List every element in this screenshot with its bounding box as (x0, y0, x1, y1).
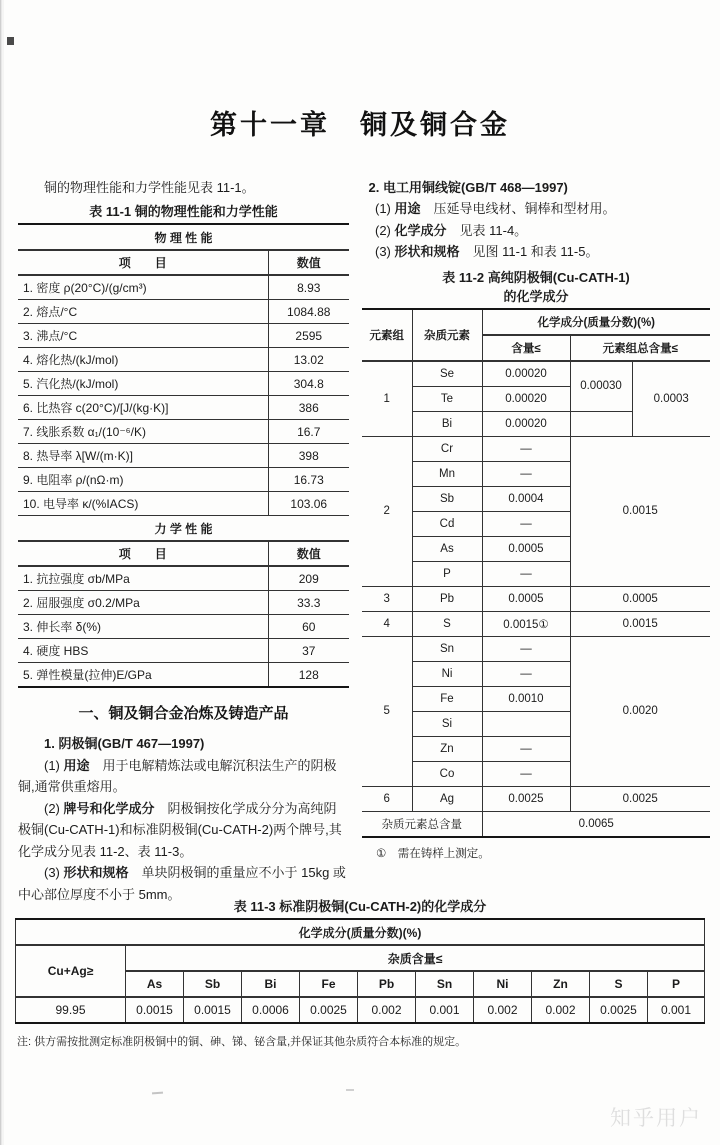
content-limit: 0.0005 (482, 586, 570, 611)
table-row (18, 324, 349, 348)
element-symbol: As (126, 971, 184, 997)
content-limit-header: 含量≤ (482, 335, 570, 361)
property-label: 2. 熔点/°C (18, 300, 268, 324)
term-label: 形状和规格 (63, 865, 129, 881)
value-column-header: 数值 (268, 541, 349, 566)
element-symbol: Se (412, 361, 482, 387)
limit-value: 0.002 (358, 997, 416, 1023)
paragraph-text: 单块阴极铜的重量应不小于 15kg 或中心部位厚度不小于 5mm。 (18, 865, 346, 902)
mechanical-section-row (18, 516, 349, 542)
property-label: 5. 汽化热/(kJ/mol) (18, 372, 268, 396)
section-1-heading: 一、铜及铜合金冶炼及铸造产品 (78, 705, 289, 723)
element-symbol: Bi (412, 411, 482, 436)
chapter-title: 第十一章 铜及铜合金 (210, 110, 510, 140)
left-column (18, 177, 349, 905)
group-total: 0.0020 (570, 636, 710, 786)
table-row (362, 786, 710, 811)
table-row (18, 348, 349, 372)
paragraph-text: 见表 11-4。 (446, 222, 528, 238)
content-limit: — (482, 761, 570, 786)
element-symbol: As (412, 536, 482, 561)
limit-value: 0.0006 (242, 997, 300, 1023)
item-column-header: 项 目 (18, 541, 268, 566)
table-11-2-caption-line2: 的化学成分 (503, 288, 569, 304)
property-label: 3. 伸长率 δ(%) (18, 615, 268, 639)
table-row (18, 420, 349, 444)
table-row (18, 492, 349, 516)
limit-value: 0.002 (474, 997, 532, 1023)
table-row (18, 444, 349, 468)
list-marker: (2) (375, 222, 395, 238)
element-symbol: Pb (358, 971, 416, 997)
property-label: 1. 密度 ρ(20°C)/(g/cm³) (18, 275, 268, 300)
mechanical-properties-header: 力 学 性 能 (18, 516, 349, 542)
chem-composition-header: 化学成分(质量分数)(%) (482, 309, 710, 335)
element-symbol: Ag (412, 786, 482, 811)
limit-value: 0.001 (648, 997, 705, 1023)
group-number: 2 (362, 436, 412, 586)
table-11-1 (18, 223, 349, 688)
scan-smudge (346, 1089, 354, 1091)
impurity-total-row (362, 811, 710, 837)
property-value: 398 (268, 444, 349, 468)
property-label: 4. 熔化热/(kJ/mol) (18, 348, 268, 372)
column-header-row (18, 541, 349, 566)
element-symbol: Cr (412, 436, 482, 461)
element-symbol: Zn (532, 971, 590, 997)
table-row (18, 275, 349, 300)
element-symbol: Bi (242, 971, 300, 997)
paragraph-text: 压延导电线材、铜棒和型材用。 (420, 201, 616, 217)
group-total: 0.0015 (570, 436, 710, 586)
content-limit: — (482, 636, 570, 661)
property-value: 103.06 (268, 492, 349, 516)
paragraph-text: 用于电解精炼法或电解沉积法生产的阴极铜,通常供重熔用。 (18, 757, 337, 795)
cu-ag-header: Cu+Ag≥ (16, 945, 126, 997)
intro-text: 铜的物理性能和力学性能见表 11-1。 (44, 180, 255, 195)
scan-ink-spot (7, 37, 14, 45)
content-limit: 0.00020 (482, 386, 570, 411)
limit-value: 0.0015 (126, 997, 184, 1023)
paragraph-shape (362, 241, 710, 262)
element-symbol: P (412, 561, 482, 586)
element-symbol: Cd (412, 511, 482, 536)
property-label: 8. 热导率 λ[W/(m·K)] (18, 444, 268, 468)
group-total: 0.0025 (570, 786, 710, 811)
group-number: 3 (362, 586, 412, 611)
element-symbol: Ni (412, 661, 482, 686)
content-limit: 0.00020 (482, 411, 570, 436)
property-label: 2. 屈服强度 σ0.2/MPa (18, 591, 268, 615)
value-column-header: 数值 (268, 250, 349, 275)
table-11-2-caption-line1: 表 11-2 高纯阴极铜(Cu-CATH-1) (442, 269, 630, 285)
element-symbol: S (412, 611, 482, 636)
element-symbol: S (590, 971, 648, 997)
content-limit: 0.0015① (482, 611, 570, 636)
table-11-2-footnote: ① 需在铸样上测定。 (376, 847, 490, 860)
group-total-header: 元素组总含量≤ (570, 335, 710, 361)
element-symbol: Ni (474, 971, 532, 997)
property-value: 13.02 (268, 348, 349, 372)
header-row (16, 945, 705, 971)
scan-edge-artifact (0, 0, 4, 1145)
table-row (362, 436, 710, 461)
table-row (18, 639, 349, 663)
paragraph-text: 阴极铜按化学成分分为高纯阴极铜(Cu-CATH-1)和标准阴极铜(Cu-CATH-2)两个牌号,其化学成分见表 11-2、表 11-3。 (18, 800, 342, 859)
element-symbol: Fe (300, 971, 358, 997)
limit-value: 0.0025 (300, 997, 358, 1023)
paragraph-usage (18, 755, 349, 798)
property-value: 16.7 (268, 420, 349, 444)
content-limit (482, 711, 570, 736)
group-total: 0.0015 (570, 611, 710, 636)
content-limit: 0.0004 (482, 486, 570, 511)
column-header-row (18, 250, 349, 275)
table-row (18, 396, 349, 420)
table-11-3 (15, 918, 705, 1024)
item-column-header: 项 目 (18, 250, 268, 275)
property-value: 1084.88 (268, 300, 349, 324)
term-label: 用途 (394, 201, 421, 217)
table-row (18, 300, 349, 324)
list-marker: (1) (44, 757, 64, 773)
paragraph-grades (18, 798, 349, 862)
property-value: 386 (268, 396, 349, 420)
table-row (362, 611, 710, 636)
content-limit: — (482, 511, 570, 536)
paragraph-text: 见图 11-1 和表 11-5。 (459, 244, 599, 260)
content-limit: — (482, 561, 570, 586)
property-label: 9. 电阻率 ρ/(nΩ·m) (18, 468, 268, 492)
limit-value: 0.0025 (590, 997, 648, 1023)
property-label: 6. 比热容 c(20°C)/[J/(kg·K)] (18, 396, 268, 420)
element-symbol: Zn (412, 736, 482, 761)
list-marker: (2) (44, 800, 64, 816)
property-label: 3. 沸点/°C (18, 324, 268, 348)
subsection-1-title: 1. 阴极铜(GB/T 467—1997) (44, 736, 205, 752)
table-row (18, 372, 349, 396)
property-label: 4. 硬度 HBS (18, 639, 268, 663)
group-number: 5 (362, 636, 412, 786)
table-11-3-caption: 表 11-3 标准阴极铜(Cu-CATH-2)的化学成分 (233, 899, 487, 914)
property-value: 209 (268, 566, 349, 591)
content-limit: — (482, 436, 570, 461)
element-symbol: Pb (412, 586, 482, 611)
header-row (362, 309, 710, 335)
limit-value: 0.001 (416, 997, 474, 1023)
element-symbol: Sn (412, 636, 482, 661)
content-limit: 0.0005 (482, 536, 570, 561)
property-label: 10. 电导率 κ/(%IACS) (18, 492, 268, 516)
content-limit: — (482, 736, 570, 761)
element-symbol: Sb (184, 971, 242, 997)
limit-value: 0.0015 (184, 997, 242, 1023)
term-label: 形状和规格 (394, 244, 460, 260)
right-column (362, 177, 710, 861)
element-symbol: Si (412, 711, 482, 736)
element-symbol: Sb (412, 486, 482, 511)
element-column-header: 杂质元素 (412, 309, 482, 361)
group-number: 6 (362, 786, 412, 811)
element-symbol: Mn (412, 461, 482, 486)
property-value: 16.73 (268, 468, 349, 492)
element-symbol: Te (412, 386, 482, 411)
term-label: 用途 (63, 757, 90, 773)
table-11-2 (362, 308, 710, 838)
chem-composition-header: 化学成分(质量分数)(%) (16, 919, 705, 945)
table-row (362, 636, 710, 661)
physical-section-row (18, 224, 349, 250)
table-row (18, 591, 349, 615)
group-column-header: 元素组 (362, 309, 412, 361)
table-row (18, 615, 349, 639)
impurity-total-label: 杂质元素总含量 (362, 811, 482, 837)
group-number: 1 (362, 361, 412, 437)
table-11-1-caption: 表 11-1 铜的物理性能和力学性能 (89, 204, 278, 220)
content-limit: 0.0010 (482, 686, 570, 711)
property-value: 37 (268, 639, 349, 663)
property-value: 128 (268, 663, 349, 688)
group-number: 4 (362, 611, 412, 636)
paragraph-composition (362, 220, 710, 241)
property-label: 5. 弹性模量(拉伸)E/GPa (18, 663, 268, 688)
bottom-section (15, 893, 705, 1049)
list-marker: (1) (375, 201, 395, 217)
paragraph-usage (362, 198, 710, 219)
impurity-limit-header: 杂质含量≤ (126, 945, 705, 971)
property-value: 2595 (268, 324, 349, 348)
content-limit: — (482, 461, 570, 486)
subgroup-total: 0.00030 (570, 361, 632, 412)
content-limit: 0.0025 (482, 786, 570, 811)
subsection-2-title: 2. 电工用铜线锭(GB/T 468—1997) (368, 180, 568, 195)
table-row (362, 586, 710, 611)
property-value: 33.3 (268, 591, 349, 615)
element-symbol: Co (412, 761, 482, 786)
content-limit: 0.00020 (482, 361, 570, 387)
group-total: 0.0003 (632, 361, 710, 437)
table-row (362, 361, 710, 387)
content-limit: — (482, 661, 570, 686)
limit-value: 0.002 (532, 997, 590, 1023)
term-label: 牌号和化学成分 (63, 800, 155, 816)
property-label: 1. 抗拉强度 σb/MPa (18, 566, 268, 591)
term-label: 化学成分 (394, 222, 447, 238)
scan-smudge (152, 1092, 163, 1095)
group-total: 0.0005 (570, 586, 710, 611)
impurity-total-value: 0.0065 (482, 811, 710, 837)
cu-ag-value: 99.95 (16, 997, 126, 1023)
element-symbol: P (648, 971, 705, 997)
property-value: 304.8 (268, 372, 349, 396)
list-marker: (3) (44, 865, 64, 881)
property-value: 60 (268, 615, 349, 639)
element-symbol: Fe (412, 686, 482, 711)
element-symbol: Sn (416, 971, 474, 997)
empty-cell (570, 411, 632, 436)
values-row (16, 997, 705, 1023)
zhihu-user-watermark: 知乎用户 (610, 1107, 702, 1130)
property-value: 8.93 (268, 275, 349, 300)
table-row (18, 566, 349, 591)
header-row (16, 919, 705, 945)
property-label: 7. 线胀系数 α₁/(10⁻⁶/K) (18, 420, 268, 444)
table-row (18, 468, 349, 492)
physical-properties-header: 物 理 性 能 (18, 224, 349, 250)
list-marker: (3) (375, 244, 395, 260)
table-row (18, 663, 349, 688)
table-11-3-note: 注: 供方需按批测定标准阴极铜中的铜、砷、锑、铋含量,并保证其他杂质符合本标准的规定。 (17, 1036, 467, 1048)
